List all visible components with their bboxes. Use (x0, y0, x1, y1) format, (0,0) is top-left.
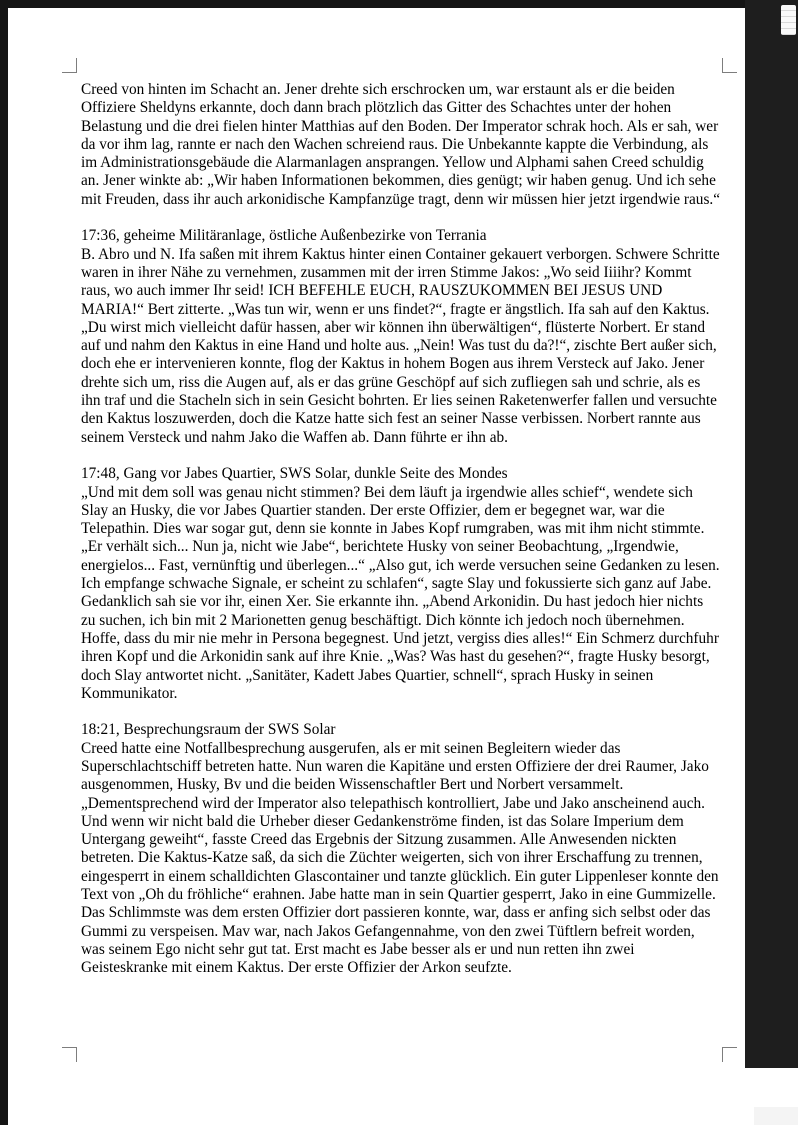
scene-section-1821 (81, 721, 721, 977)
intro-paragraph: Creed von hinten im Schacht an. Jener drehte sich erschrocken um, war erstaunt als er die beiden Offiziere Sheldyns erkannte, doch dann brach plötzlich das Gitter des Schachtes unter der hohen Belastung und die drei fielen hinter Matthias auf den Boden. Der Imperator schrak hoch. Als er sah, wer da vor ihm lag, rannte er nach den Wachen schreiend raus. Die Unbekannte kappte die Verbindung, als im Administrationsgebäude die Alarmanlagen ansprangen. Yellow und Alphami sahen Creed schuldig an. Jener winkte ab: „Wir haben Informationen bekommen, dies genügt; wir haben genug. Und ich sehe mit Freuden, dass ihr auch arkonidische Kampfanzüge tragt, denn wir müssen hier jetzt irgendwie raus.“ (81, 81, 721, 208)
scene-heading-1736: 17:36, geheime Militäranlage, östliche Außenbezirke von Terrania (81, 227, 487, 245)
scene-paragraph-1736: B. Abro und N. Ifa saßen mit ihrem Kaktus hinter einen Container gekauert verborgen. Schwere Schritte waren in ihrer Nähe zu vernehmen, zusammen mit der irren Stimme Jakos: „Wo seid Iiiihr? Kommt raus, wo auch immer Ihr seid! ICH BEFEHLE EUCH, RAUSZUKOMMEN BEI JESUS UND MARIA!“ Bert zitterte. „Was tun wir, wenn er uns findet?“, fragte er ängstlich. Ifa sah auf den Kaktus. „Du wirst mich vielleicht dafür hassen, aber wir können ihn überwältigen“, flüsterte Norbert. Er stand auf und nahm den Kaktus in eine Hand und holte aus. „Nein! Was tust du da?!“, zischte Bert außer sich, doch ehe er intervenieren konnte, flog der Kaktus in hohem Bogen aus ihrem Versteck auf Jako. Jener drehte sich um, riss die Augen auf, als er das grüne Geschöpf auf sich zufliegen sah und schrie, als es ihn traf und die Stacheln sich in sein Gesicht bohrten. Er lies seinen Raketenwerfer fallen und versuchte den Kaktus loszuwerden, doch die Katze hatte sich fest an seiner Nasse verbissen. Norbert rannte aus seinem Versteck und nahm Jako die Waffen ab. Dann führte er ihn ab. (81, 245, 720, 446)
intro-section (81, 81, 721, 209)
margin-mark-top-left-icon (62, 58, 77, 73)
window-frame-top (0, 0, 798, 8)
page-corner-shadow (754, 1107, 798, 1125)
viewer-background-right (745, 0, 798, 1068)
scene-paragraph-1821: Creed hatte eine Notfallbesprechung ausgerufen, als er mit seinen Begleitern wieder das Superschlachtschiff betreten hatte. Nun waren die Kapitäne und ersten Offiziere der drei Raumer, Jako ausgenommen, Husky, Bv und die beiden Wissenschaftler Bert und Norbert versammelt. „Dementsprechend wird der Imperator also telepathisch kontrolliert, Jabe und Jako anscheinend auch. Und wenn wir nicht bald die Urheber dieser Gedankenströme finden, ist das Solare Imperium dem Untergang geweiht“, fasste Creed das Ergebnis der Sitzung zusammen. Alle Anwesenden nickten betreten. Die Kaktus-Katze saß, da sich die Züchter weigerten, sich von ihrer Erschaffung zu trennen, eingesperrt in einem schalldichten Glascontainer und tanzte glücklich. Ein guter Lippenleser konnte den Text von „Oh du fröhliche“ erahnen. Jabe hatte man in sein Quartier gesperrt, Jako in eine Gummizelle. Das Schlimmste was dem ersten Offizier dort passieren konnte, war, dass er anfing sich selbst oder das Gummi zu verspeisen. Mav war, nach Jakos Gefangennahme, von den zwei Tüftlern befreit worden, was seinem Ego nicht sehr gut tat. Erst macht es Jabe besser als er und nun retten ihn zwei Geisteskranke mit einem Kaktus. Der erste Offizier der Arkon seufzte. (81, 739, 719, 977)
scene-section-1748 (81, 465, 721, 703)
scrollbar-thumb[interactable] (781, 5, 796, 35)
scene-section-1736 (81, 227, 721, 447)
margin-mark-bottom-left-icon (62, 1047, 77, 1062)
document-page-text (81, 81, 721, 978)
scene-heading-1821: 18:21, Besprechungsraum der SWS Solar (81, 721, 336, 739)
margin-mark-bottom-right-icon (722, 1047, 737, 1062)
window-frame-left (0, 0, 8, 1125)
scene-paragraph-1748: „Und mit dem soll was genau nicht stimmen? Bei dem läuft ja irgendwie alles schief“, wendete sich Slay an Husky, die vor Jabes Quartier standen. Der erste Offizier, dem er begegnet war, war die Telepathin. Dies war sogar gut, denn sie konnte in Jabes Kopf rumgraben, was mit ihm nicht stimmte. „Er verhält sich... Nun ja, nicht wie Jabe“, berichtete Husky von seiner Beobachtung, „Irgendwie, energielos... Fast, vernünftig und überlegen...“ „Also gut, ich werde versuchen seine Gedanken zu lesen. Ich empfange schwache Signale, er scheint zu schlafen“, sagte Slay und fokussierte sich ganz auf Jabe. Gedanklich sah sie vor ihr, einen Xer. Sie erkannte ihn. „Abend Arkonidin. Du hast jedoch hier nichts zu suchen, ich bin mit 2 Marionetten genug beschäftigt. Dich könnte ich jedoch noch übernehmen. Hoffe, dass du mir nie mehr in Persona begegnest. Und jetzt, vergiss dies alles!“ Ein Schmerz durchfuhr ihren Kopf und die Arkonidin sank auf ihre Knie. „Was? Was hast du gesehen?“, fragte Husky besorgt, doch Slay antwortet nicht. „Sanitäter, Kadett Jabes Quartier, schnell“, sprach Husky in seinen Kommunikator. (81, 483, 720, 702)
margin-mark-top-right-icon (722, 58, 737, 73)
scene-heading-1748: 17:48, Gang vor Jabes Quartier, SWS Solar, dunkle Seite des Mondes (81, 465, 508, 483)
